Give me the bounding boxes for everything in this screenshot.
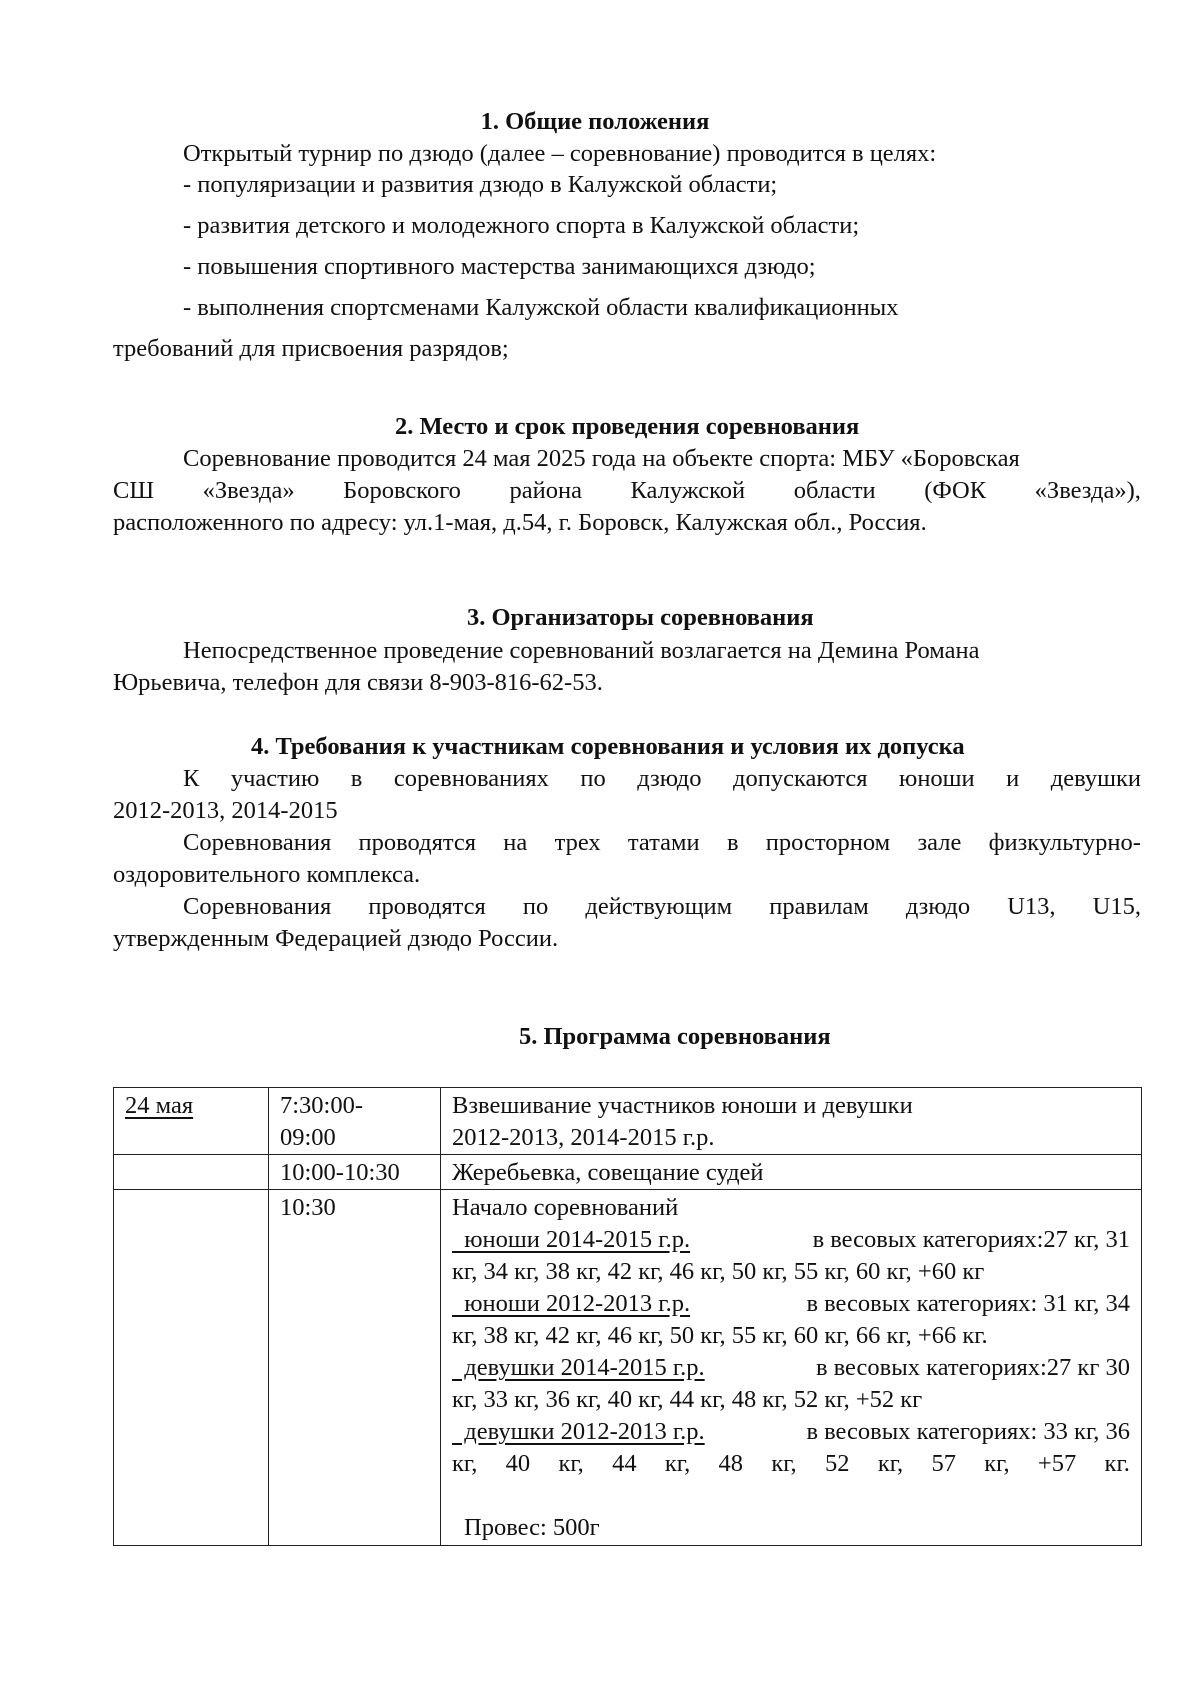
word: по	[522, 893, 549, 920]
section3-line-2: Юрьевича, телефон для связи 8-903-816-62-53.	[113, 669, 603, 696]
word: «Звезда»	[202, 477, 295, 504]
section1-intro: Открытый турнир по дзюдо (далее – соревнование) проводится в целях:	[183, 140, 937, 167]
word: К	[183, 765, 200, 792]
word: девушки	[1050, 765, 1141, 792]
word: физкультурно-	[988, 829, 1141, 856]
section3-heading: 3. Организаторы соревнования	[467, 604, 814, 631]
competition-start: Начало соревнований	[452, 1194, 679, 1221]
word: татами	[627, 829, 700, 856]
word: кг,	[452, 1450, 478, 1477]
word: кг,	[771, 1450, 797, 1477]
word: в	[726, 829, 739, 856]
word: участию	[230, 765, 320, 792]
word: в	[350, 765, 363, 792]
section1-heading: 1. Общие положения	[480, 108, 710, 135]
time-text: 10:00-10:30	[280, 1159, 400, 1186]
table-row	[114, 1088, 1142, 1155]
word: соревнованиях	[393, 765, 549, 792]
word: кг,	[664, 1450, 691, 1477]
section4-para-1-line-2: 2012-2013, 2014-2015	[113, 797, 338, 824]
word: дзюдо	[637, 765, 702, 792]
group-girls-2014-2015	[452, 1352, 1130, 1384]
section4-para-1	[183, 763, 1141, 795]
word: и	[1006, 765, 1020, 792]
group-weights: в весовых категориях:27 кг, 31	[806, 1226, 1130, 1253]
word: кг,	[558, 1450, 584, 1477]
word: 40	[505, 1450, 531, 1477]
group-girls-2012-2013	[452, 1416, 1130, 1448]
section2-line-1: Соревнование проводится 24 мая 2025 года на объекте спорта: МБУ «Боровская	[183, 445, 1020, 472]
word: трех	[554, 829, 601, 856]
overweight-allowance: Провес: 500г	[464, 1514, 600, 1541]
section2-line-3: расположенного по адресу: ул.1-мая, д.54, г. Боровск, Калужская обл., Россия.	[113, 509, 927, 536]
word: Боровского	[343, 477, 461, 504]
section3-line-1: Непосредственное проведение соревнований возлагается на Демина Романа	[183, 637, 980, 664]
program-table	[113, 1087, 1142, 1546]
group-weights-cont: кг, 38 кг, 42 кг, 46 кг, 50 кг, 55 кг, 60 кг, 66 кг, +66 кг.	[452, 1322, 988, 1349]
section4-heading: 4. Требования к участникам соревнования и условия их допуска	[251, 733, 965, 760]
section1-goal-1: - популяризации и развития дзюдо в Калужской области;	[183, 171, 778, 198]
event-cell	[441, 1155, 1142, 1190]
word: Соревнования	[183, 829, 332, 856]
word: 44	[612, 1450, 637, 1477]
group-boys-2014-2015	[452, 1224, 1130, 1256]
word: зале	[917, 829, 962, 856]
section2-heading: 2. Место и срок проведения соревнования	[395, 413, 860, 440]
group-boys-2012-2013	[452, 1288, 1130, 1320]
section2-line-2	[113, 475, 1141, 507]
event-line-2: 2012-2013, 2014-2015 г.р.	[452, 1124, 715, 1151]
word: Калужской	[630, 477, 746, 504]
group-weights: в весовых категориях: 31 кг, 34	[800, 1290, 1130, 1317]
time-cell	[269, 1088, 441, 1155]
event-cell	[441, 1190, 1142, 1546]
word: на	[503, 829, 528, 856]
section4-para-2-line-2: оздоровительного комплекса.	[113, 861, 421, 888]
event-text: Жеребьевка, совещание судей	[452, 1159, 764, 1186]
section5-heading: 5. Программа соревнования	[519, 1023, 831, 1050]
word: кг,	[877, 1450, 904, 1477]
word: правилам	[769, 893, 869, 920]
date-cell	[114, 1190, 269, 1546]
time-line-2: 09:00	[280, 1124, 336, 1151]
word: проводятся	[368, 893, 486, 920]
event-cell	[441, 1088, 1142, 1155]
group-label: юноши 2012-2013 г.р.	[452, 1290, 691, 1317]
word: допускаются	[733, 765, 868, 792]
word: юноши	[899, 765, 975, 792]
word: Соревнования	[183, 893, 332, 920]
section1-goal-4: - выполнения спортсменами Калужской области квалификационных	[183, 294, 899, 321]
section4-para-2	[183, 827, 1141, 859]
word: (ФОК	[924, 477, 987, 504]
group-weights-cont: кг, 33 кг, 36 кг, 40 кг, 44 кг, 48 кг, 52 кг, +52 кг	[452, 1386, 923, 1413]
time-cell	[269, 1155, 441, 1190]
date-text: 24 мая	[125, 1092, 194, 1119]
table-row	[114, 1155, 1142, 1190]
word: «Звезда»),	[1034, 477, 1141, 504]
word: U13,	[1007, 893, 1056, 920]
word: 48	[718, 1450, 744, 1477]
word: +57	[1037, 1450, 1077, 1477]
word: СШ	[113, 477, 155, 504]
word: района	[509, 477, 582, 504]
time-text: 10:30	[280, 1194, 336, 1221]
word: области	[793, 477, 876, 504]
date-cell	[114, 1088, 269, 1155]
group-label: девушки 2012-2013 г.р.	[452, 1418, 705, 1445]
word: кг.	[1104, 1450, 1130, 1477]
group-label: девушки 2014-2015 г.р.	[452, 1354, 705, 1381]
group-weights: в весовых категориях: 33 кг, 36	[800, 1418, 1130, 1445]
section1-goal-2: - развития детского и молодежного спорта в Калужской области;	[183, 212, 860, 239]
word: дзюдо	[905, 893, 971, 920]
time-cell	[269, 1190, 441, 1546]
word: 57	[931, 1450, 956, 1477]
group-weights: в весовых категориях:27 кг 30	[809, 1354, 1130, 1381]
time-line-1: 7:30:00-	[280, 1092, 364, 1119]
date-cell	[114, 1155, 269, 1190]
word: по	[580, 765, 606, 792]
word: проводятся	[358, 829, 476, 856]
section4-para-3	[183, 891, 1141, 923]
event-line-1: Взвешивание участников юноши и девушки	[452, 1092, 913, 1119]
group-label: юноши 2014-2015 г.р.	[452, 1226, 691, 1253]
word: действующим	[585, 893, 733, 920]
group-weights-cont	[452, 1448, 1130, 1480]
word: U15,	[1092, 893, 1141, 920]
word: кг,	[984, 1450, 1010, 1477]
word: просторном	[765, 829, 891, 856]
section4-para-3-line-2: утвержденным Федерацией дзюдо России.	[113, 925, 559, 952]
group-weights-cont: кг, 34 кг, 38 кг, 42 кг, 46 кг, 50 кг, 55 кг, 60 кг, +60 кг	[452, 1258, 985, 1285]
word: 52	[825, 1450, 850, 1477]
table-row	[114, 1190, 1142, 1546]
blank-line	[452, 1480, 1130, 1512]
section1-goal-4-cont: требований для присвоения разрядов;	[113, 335, 509, 362]
section1-goal-3: - повышения спортивного мастерства занимающихся дзюдо;	[183, 253, 816, 280]
